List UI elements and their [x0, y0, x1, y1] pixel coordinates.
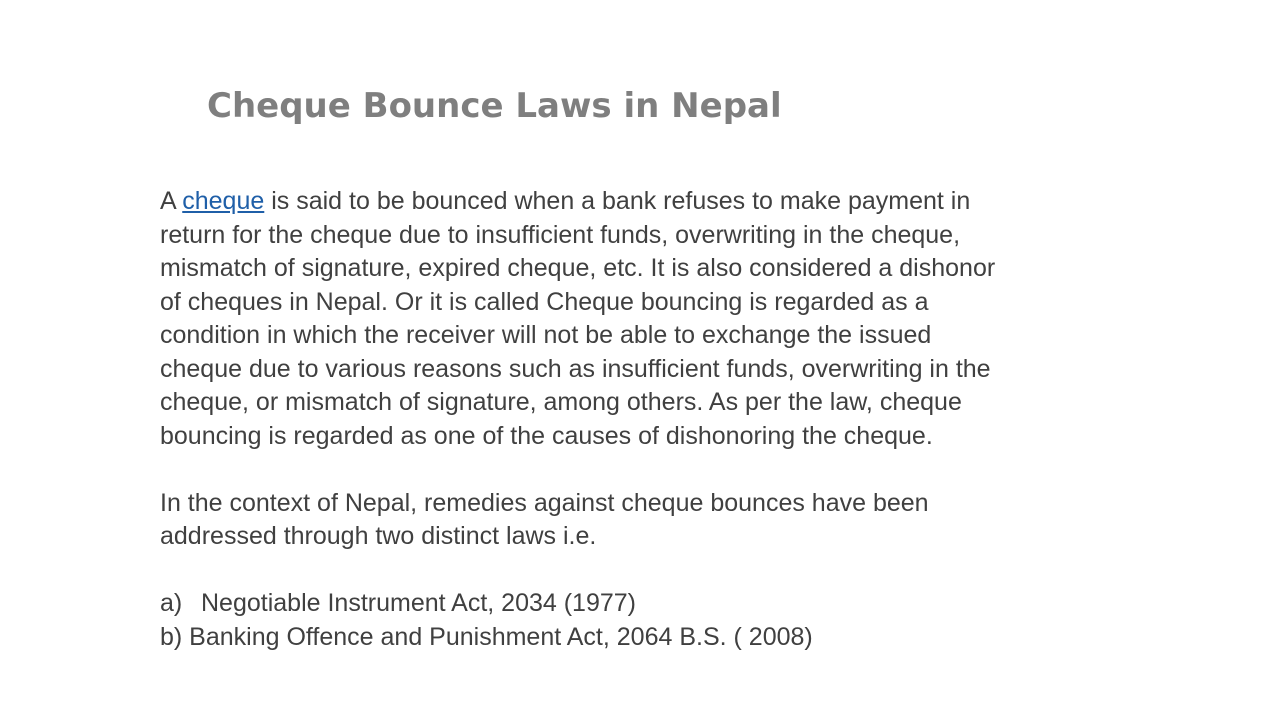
intro-line-2: return for the cheque due to insufficient funds, overwriting in the cheque, [160, 220, 961, 249]
intro-line-7: cheque, or mismatch of signature, among others. As per the law, cheque [160, 388, 962, 416]
intro-line-1-rest: is said to be bounced when a bank refuses to make payment in [264, 187, 971, 215]
slide-title: Cheque Bounce Laws in Nepal [207, 86, 782, 126]
intro-line-3: mismatch of signature, expired cheque, etc. It is also considered a dishonor [160, 254, 996, 282]
intro-line-6: cheque due to various reasons such as insufficient funds, overwriting in the [160, 354, 991, 383]
law-item-text: Negotiable Instrument Act, 2034 (1977) [201, 589, 636, 617]
cheque-link[interactable]: cheque [182, 187, 265, 215]
intro-line-4: of cheques in Nepal. Or it is called Cheque bouncing is regarded as a [160, 287, 929, 316]
list-marker: a) [160, 589, 183, 617]
intro-line-8: bouncing is regarded as one of the causes of dishonoring the cheque. [160, 421, 933, 450]
law-item-b [160, 621, 1120, 655]
intro-line-1 [160, 187, 970, 215]
context-line-1: In the context of Nepal, remedies against cheque bounces have been [160, 488, 929, 517]
paragraph-spacer [160, 453, 1120, 487]
list-marker: b) [160, 622, 183, 651]
paragraph-intro [160, 185, 1120, 453]
slide-body [160, 185, 1120, 654]
paragraph-spacer [160, 554, 1120, 588]
paragraph-context [160, 487, 1120, 554]
intro-line-5: condition in which the receiver will not be able to exchange the issued [160, 321, 932, 349]
intro-prefix: A [160, 187, 183, 215]
context-line-2: addressed through two distinct laws i.e. [160, 522, 597, 550]
law-item-text: Banking Offence and Punishment Act, 2064 B.S. ( 2008) [182, 622, 813, 651]
laws-list [160, 587, 1120, 654]
law-item-a [160, 587, 1120, 621]
